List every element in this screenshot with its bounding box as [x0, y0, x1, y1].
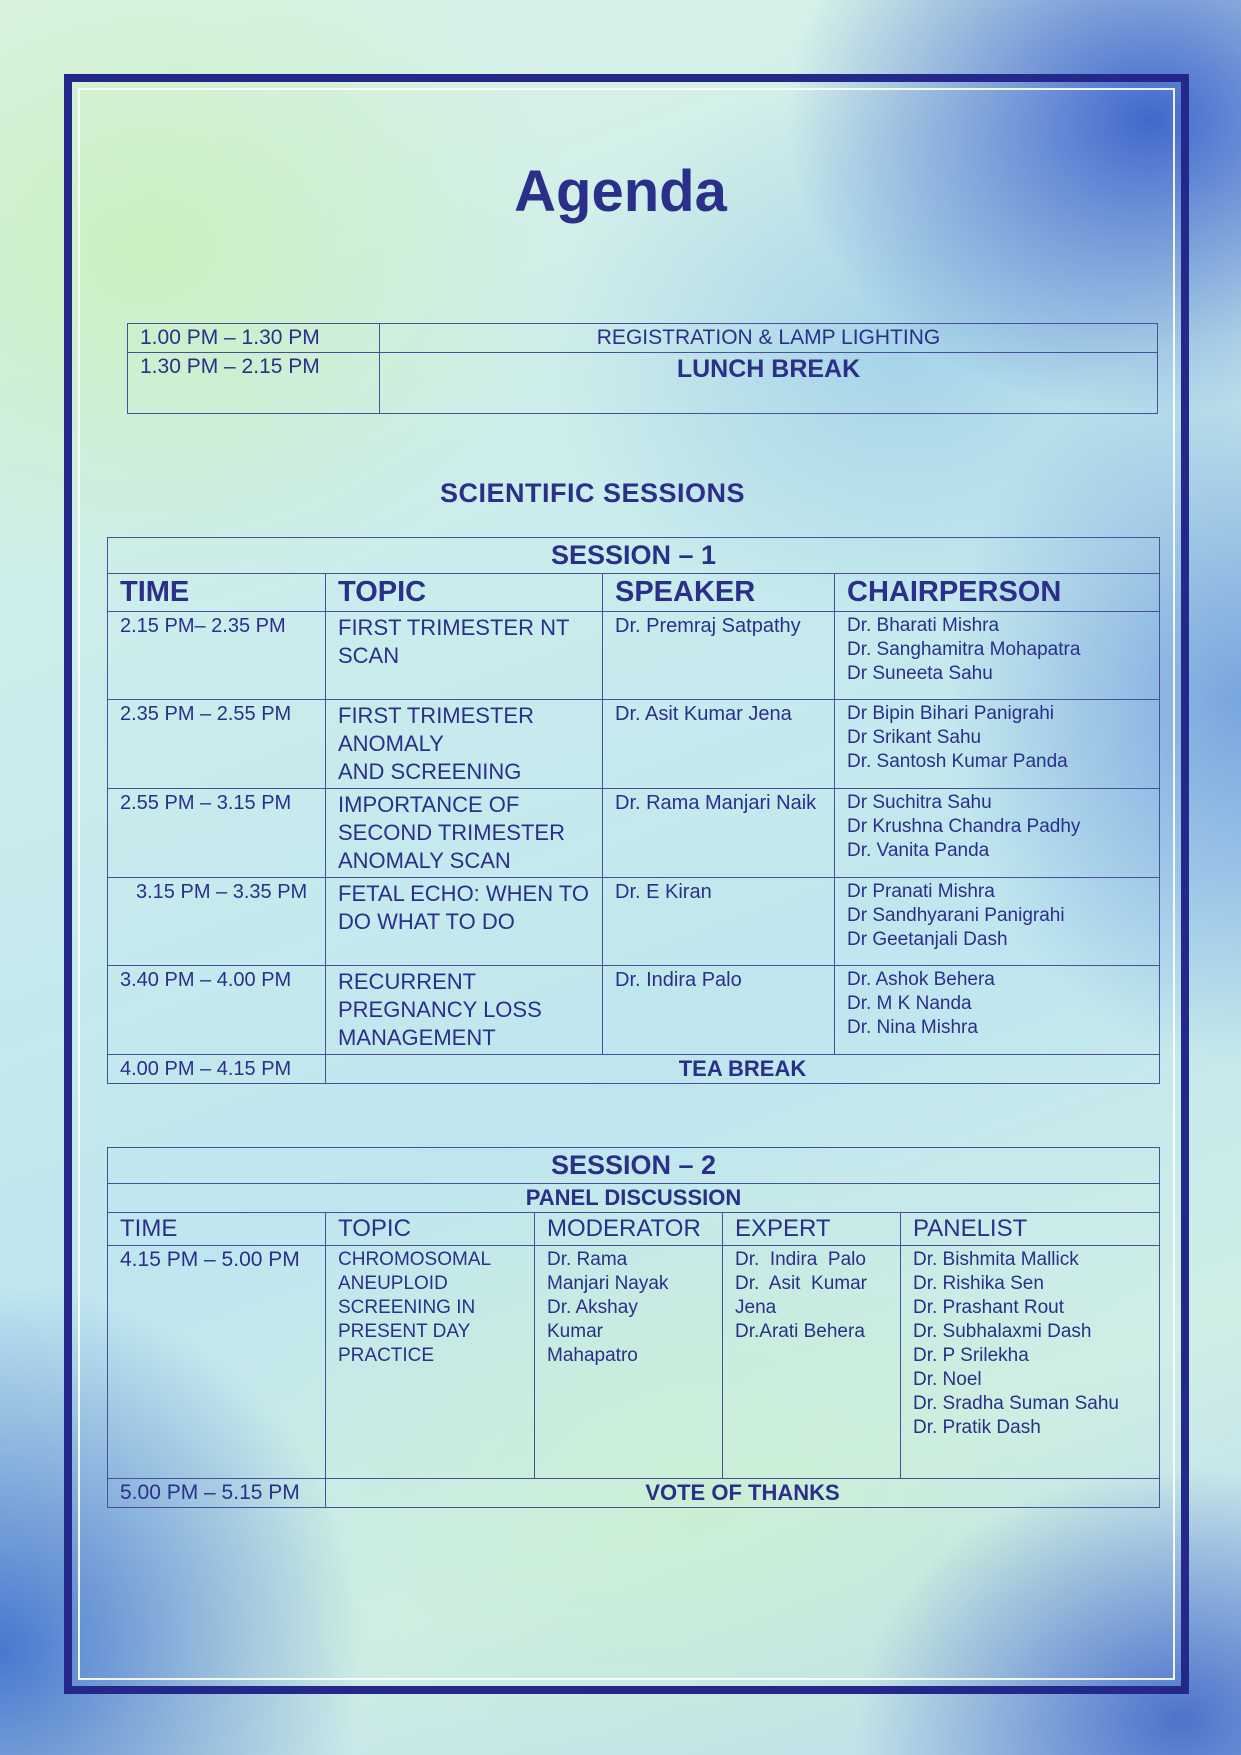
topic-cell: FETAL ECHO: WHEN TO DO WHAT TO DO [326, 878, 603, 966]
table-row [108, 1246, 1160, 1479]
table-row [108, 700, 1160, 789]
speaker-cell: Dr. Indira Palo [603, 966, 835, 1055]
opening-schedule [127, 323, 1158, 414]
chairperson-cell: Dr Pranati Mishra Dr Sandhyarani Panigrahi Dr Geetanjali Dash [835, 878, 1160, 966]
lunch-break-cell: LUNCH BREAK [380, 353, 1158, 414]
table-row [108, 1479, 1160, 1508]
time-cell: 4.00 PM – 4.15 PM [108, 1055, 326, 1084]
table-row [128, 324, 1158, 353]
table-row [108, 878, 1160, 966]
table-row [108, 612, 1160, 700]
time-cell: 3.15 PM – 3.35 PM [108, 878, 326, 966]
expert-cell: Dr. Indira Palo Dr. Asit Kumar Jena Dr.Arati Behera [723, 1246, 901, 1479]
session2-table [107, 1147, 1160, 1508]
time-cell: 4.15 PM – 5.00 PM [108, 1246, 326, 1479]
time-cell: 1.30 PM – 2.15 PM [128, 353, 380, 414]
topic-cell: FIRST TRIMESTER NT SCAN [326, 612, 603, 700]
speaker-cell: Dr. E Kiran [603, 878, 835, 966]
panel-discussion-title: PANEL DISCUSSION [108, 1184, 1160, 1213]
chairperson-cell: Dr Suchitra Sahu Dr Krushna Chandra Padhy Dr. Vanita Panda [835, 789, 1160, 878]
session2-title: SESSION – 2 [108, 1148, 1160, 1184]
panelist-cell: Dr. Bishmita Mallick Dr. Rishika Sen Dr. Prashant Rout Dr. Subhalaxmi Dash Dr. P Srilekha Dr. Noel Dr. Sradha Suman Sahu Dr. Pratik Dash [901, 1246, 1160, 1479]
table-row [128, 353, 1158, 414]
table-row [108, 789, 1160, 878]
header-time: TIME [108, 1213, 326, 1246]
speaker-cell: Dr. Rama Manjari Naik [603, 789, 835, 878]
table-header-row [108, 574, 1160, 612]
time-cell: 2.35 PM – 2.55 PM [108, 700, 326, 789]
table-header-row [108, 1213, 1160, 1246]
session1-table [107, 537, 1160, 1084]
header-panelist: PANELIST [901, 1213, 1160, 1246]
topic-cell: FIRST TRIMESTER ANOMALY AND SCREENING [326, 700, 603, 789]
chairperson-cell: Dr Bipin Bihari Panigrahi Dr Srikant Sahu Dr. Santosh Kumar Panda [835, 700, 1160, 789]
time-cell: 5.00 PM – 5.15 PM [108, 1479, 326, 1508]
topic-cell: CHROMOSOMAL ANEUPLOID SCREENING IN PRESENT DAY PRACTICE [326, 1246, 535, 1479]
page-title: Agenda [514, 159, 727, 224]
tea-break-cell: TEA BREAK [326, 1055, 1160, 1084]
table-row [108, 1055, 1160, 1084]
topic-cell: IMPORTANCE OF SECOND TRIMESTER ANOMALY SCAN [326, 789, 603, 878]
header-topic: TOPIC [326, 574, 603, 612]
event-cell: REGISTRATION & LAMP LIGHTING [380, 324, 1158, 353]
chairperson-cell: Dr. Bharati Mishra Dr. Sanghamitra Mohapatra Dr Suneeta Sahu [835, 612, 1160, 700]
header-speaker: SPEAKER [603, 574, 835, 612]
table-row [108, 966, 1160, 1055]
chairperson-cell: Dr. Ashok Behera Dr. M K Nanda Dr. Nina Mishra [835, 966, 1160, 1055]
header-moderator: MODERATOR [535, 1213, 723, 1246]
header-time: TIME [108, 574, 326, 612]
time-cell: 2.55 PM – 3.15 PM [108, 789, 326, 878]
topic-cell: RECURRENT PREGNANCY LOSS MANAGEMENT [326, 966, 603, 1055]
time-cell: 1.00 PM – 1.30 PM [128, 324, 380, 353]
header-topic: TOPIC [326, 1213, 535, 1246]
time-cell: 2.15 PM– 2.35 PM [108, 612, 326, 700]
vote-of-thanks-cell: VOTE OF THANKS [326, 1479, 1160, 1508]
moderator-cell: Dr. Rama Manjari Nayak Dr. Akshay Kumar Mahapatro [535, 1246, 723, 1479]
session1-title: SESSION – 1 [108, 538, 1160, 574]
scientific-sessions-heading: SCIENTIFIC SESSIONS [439, 478, 746, 508]
header-expert: EXPERT [723, 1213, 901, 1246]
time-cell: 3.40 PM – 4.00 PM [108, 966, 326, 1055]
header-chairperson: CHAIRPERSON [835, 574, 1160, 612]
speaker-cell: Dr. Premraj Satpathy [603, 612, 835, 700]
speaker-cell: Dr. Asit Kumar Jena [603, 700, 835, 789]
